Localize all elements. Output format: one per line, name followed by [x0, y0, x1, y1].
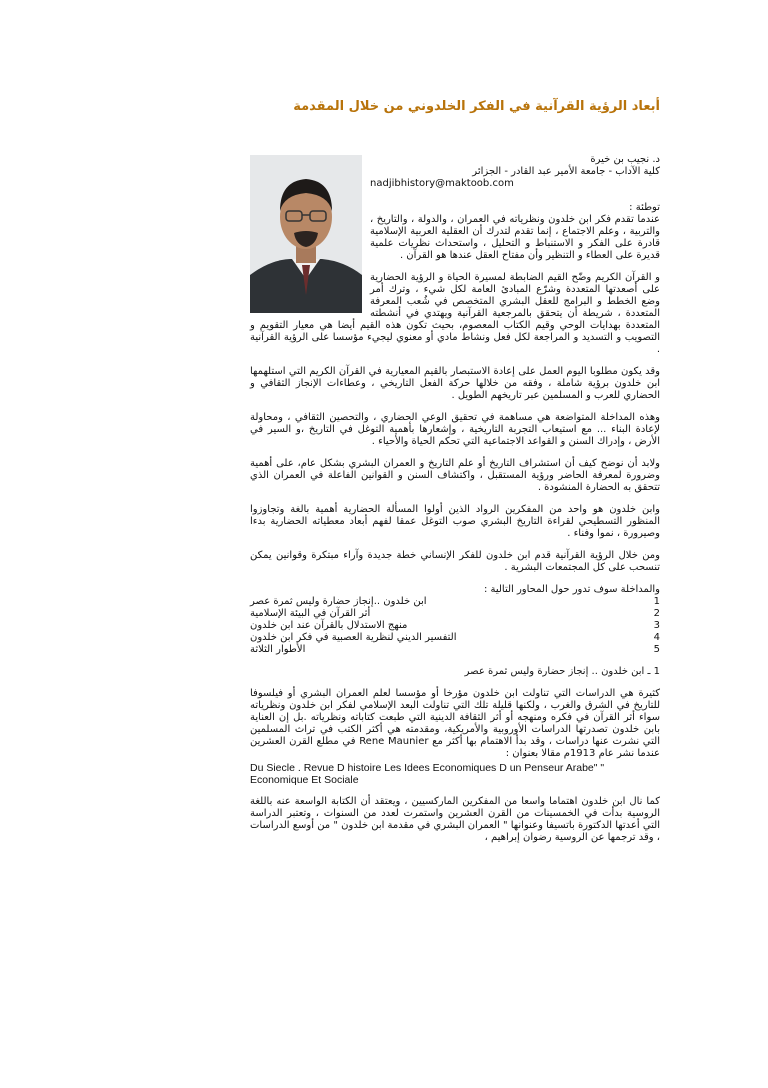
author-name: د. نجيب بن خيرة — [590, 154, 660, 165]
paragraph: كثيرة هي الدراسات التي تناولت ابن خلدون مؤرخا أو مؤسسا لعلم العمران البشري أو فيلسوفا للتاريخ في الشرق والغرب ، ولكنها قليلة تلك التي تناولت البعد الإسلامي لفكر ابن خلدون ونظرياته سواء أثر القرآن في فكره ومنهجه أو أثر الثقافة الدينية التي طبعت كتاباته ونظرياته .بل إن العناية بابن خلدون تصدرتها الدراسات الأوروبية والأمريكية، ومقدمته هي أكثر الكتب في تراث المسلمين التي نشرت عنها دراسات ، وقد بدأ الاهتمام بها أكثر مع Rene Maunier في مطلع القرن العشرين عندما نشر عام 1913م مقالا بعنوان : — [250, 688, 660, 759]
list-item: 1 ابن خلدون ..إنجاز حضارة وليس ثمرة عصر — [250, 596, 660, 607]
paragraph: وهذه المداخلة المتواضعة هي مساهمة في تحقيق الوعي الحضاري ، والتحصين الثقافي ، ومحاولة لإعادة البناء ... مع استيعاب التجربة التاريخية ، وإشعارها بأهمية التوغل في التاريخ ،و السير في الأرض ، وإدراك السنن و القواعد الاجتماعية التي تحكم الحياة والأحياء . — [250, 412, 660, 447]
article-body — [250, 154, 660, 854]
list-item: 4 التفسير الديني لنظرية العصبية في فكر ابن خلدون — [250, 632, 660, 643]
paragraph: ومن خلال الرؤية القرآنية قدم ابن خلدون للفكر الإنساني خطة جديدة وآراء مبتكرة وقوانين يمكن تنسحب على كل المجتمعات البشرية . — [250, 550, 660, 573]
article-title: أبعاد الرؤية القرآنية في الفكر الخلدوني من خلال المقدمة — [293, 99, 660, 114]
paragraph: و القرآن الكريم وضّح القيم الضابطة لمسيرة الحياة و الرؤية الحضارية على أصعدتها المتعددة وشرّع المبادئ العامة لكل شيء ، وترك أمر وضع الخطط و البرامج للعقل البشري المتخصص في شُعب المعرفة المتعددة ، شريطة أن يتحقق بالمرجعية القرآنية ويهتدي في أنشطته المتعددة بهدايات الوحي وقيم الكتاب المعصوم، بحيث تكون هذه القيم أيضا هي معيار التقويم و التصويب و التسديد و المراجعة لكل فعل ونشاط مادي أو معنوي ليجيء مؤسسا على الرؤية القرآنية . — [250, 272, 660, 355]
photo-spacer — [250, 154, 370, 319]
axes-list — [250, 596, 660, 656]
axes-intro: والمداخلة سوف تدور حول المحاور التالية : — [483, 584, 660, 595]
intro-heading: توطئة : — [629, 202, 660, 213]
list-item: 2 أثر القرآن في البيئة الإسلامية — [250, 608, 660, 619]
paragraph: ولابد أن نوضح كيف أن استشراف التاريخ أو علم التاريخ و العمران البشري بشكل عام، على أهمية وضرورة لمعرفة الحاضر ورؤية المستقبل ، واكتشاف السنن و القوانين الفاعلة في العمران الذي تتحقق به الحضارة المنشودة . — [250, 458, 660, 493]
paragraph: كما نال ابن خلدون اهتماما واسعا من المفكرين الماركسيين ، ويعتقد أن الكتابة الواسعة عنه باللغة الروسية بدأت في الخمسينات من القرن العشرين واستمرت لعدد من السنوات ، وتعتبر الدراسة التي أعدتها الدكتورة باتسيفا وعنوانها " العمران البشري في مقدمة ابن خلدون " من أوسع الدراسات ، وقد ترجمها عن الروسية رضوان إبراهيم ، — [250, 796, 660, 843]
list-item: 3 منهج الاستدلال بالقرآن عند ابن خلدون — [250, 620, 660, 631]
list-item: 5 الأطوار الثلاثة — [250, 644, 660, 655]
author-email[interactable]: nadjibhistory@maktoob.com — [370, 178, 514, 189]
paragraph: وقد يكون مطلوبا اليوم العمل على إعادة الاستبصار بالقيم المعيارية في القرآن الكريم التي استلهمها ابن خلدون برؤية شاملة ، وفقه من خلالها حركة الفعل التاريخي ، وعطاءات الإنجاز الثقافي و الحضاري للعرب و المسلمين عبر تاريخهم الطويل . — [250, 366, 660, 401]
paragraph: وابن خلدون هو واحد من المفكرين الرواد الذين أولوا المسألة الحضارية أهمية بالغة وتجاوزوا المنظور التسطيحي لقراءة التاريخ البشري صوب التوغل عمقا لفهم أبعاد معطياته الحضارية بدءا وصيرورة ، نموا وفناء . — [250, 504, 660, 539]
section-heading: 1 ـ ابن خلدون .. إنجاز حضارة وليس ثمرة عصر — [464, 666, 660, 677]
author-affiliation: كلية الآداب - جامعة الأمير عبد القادر - الجزائر — [472, 166, 660, 177]
paragraph: عندما تقدم فكر ابن خلدون ونظرياته في العمران ، والدولة ، والتاريخ ، والتربية ، وعلم الاجتماع ، إنما تقدم لتدرك أن العقلية العربية الإسلامية قادرة على الفكر و الاستنباط و التحليل ، واستحداث نظريات علمية قديرة على العطاء و التنظير وأن مفتاح العقل عندها هو القرآن . — [370, 214, 660, 261]
french-title: Du Siecle . Revue D histoire Les Idees Economiques D un Penseur Arabe" " Economique Et Sociale — [250, 762, 605, 786]
